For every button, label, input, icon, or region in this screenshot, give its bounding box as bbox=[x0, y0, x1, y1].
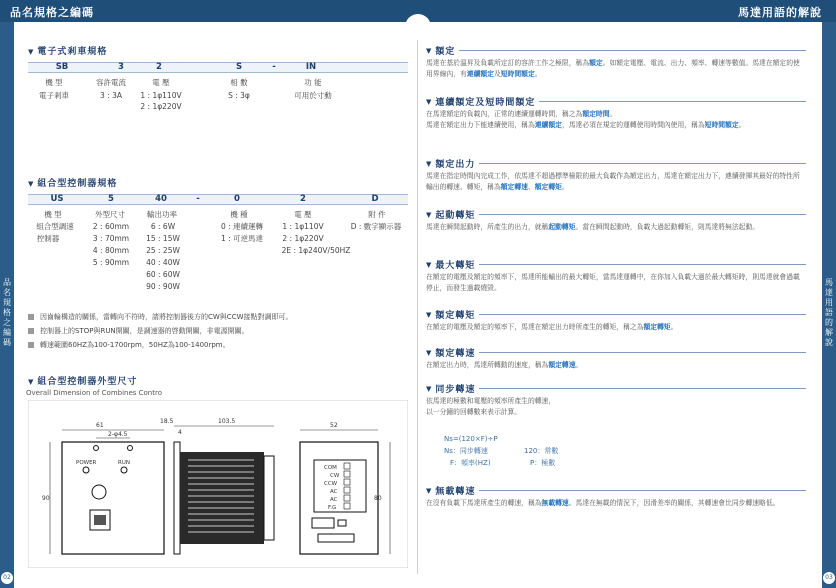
term-keyword: 額定轉速 bbox=[500, 183, 528, 191]
controller-label: 電 壓 bbox=[294, 210, 312, 219]
term-keyword: 額定轉矩 bbox=[534, 183, 562, 191]
term-body bbox=[426, 360, 806, 371]
term-line bbox=[426, 171, 806, 193]
term-text: 。馬達在無載的情況下，因滑差率的關係，其轉速會比同步轉速略低。 bbox=[568, 499, 780, 507]
controller-code: 5 bbox=[108, 194, 114, 204]
brake-label: 機 型 bbox=[45, 78, 63, 87]
term-keyword: 額定時間 bbox=[582, 110, 610, 118]
brake-label: 容許電流 bbox=[96, 78, 126, 87]
triangle-down-icon: ▼ bbox=[426, 486, 433, 495]
note-item: 控制器上的STOP與RUN開關，是調速器的啓動開關，非電源開關。 bbox=[28, 326, 249, 336]
controller-power: 25 : 25W bbox=[146, 246, 180, 255]
controller-size: 5 : 90mm bbox=[92, 258, 130, 267]
term-body bbox=[426, 498, 806, 509]
term-line bbox=[426, 396, 806, 407]
left-sidebar bbox=[0, 22, 14, 588]
bullet-square-icon bbox=[28, 328, 34, 334]
term-section bbox=[426, 44, 806, 80]
controller-voltage: 2E : 1φ240V/50HZ bbox=[281, 246, 351, 255]
controller-code: 0 bbox=[234, 194, 240, 204]
term-title: ▼ 額定出力 bbox=[426, 157, 806, 170]
term-text: 及 bbox=[493, 70, 501, 78]
terminal-label: COM bbox=[324, 465, 337, 471]
term-title: ▼ 額定轉速 bbox=[426, 346, 806, 359]
triangle-down-icon: ▼ bbox=[426, 159, 433, 168]
dim-label: 103.5 bbox=[218, 418, 236, 425]
dim-label: 2-φ4.5 bbox=[108, 431, 128, 438]
term-text: 。當在瞬間起動時，負載大過起動轉矩，則馬達將無法起動。 bbox=[575, 223, 760, 231]
term-title: ▼ 起動轉矩 bbox=[426, 208, 806, 221]
term-section bbox=[426, 258, 806, 294]
note-item: 因齒輪構造的關係，當轉向不符時，請將控制器後方的CW與CCW接點對調即可。 bbox=[28, 312, 293, 322]
controller-power: 40 : 40W bbox=[146, 258, 180, 267]
brake-voltage: 1 : 1φ110V bbox=[140, 91, 182, 100]
controller-power: 90 : 90W bbox=[146, 282, 180, 291]
dimension-subtitle: Overall Dimension of Combines Contro bbox=[26, 389, 162, 397]
terminal-label: AC bbox=[330, 497, 338, 503]
term-line bbox=[426, 58, 806, 80]
controller-label: 輸出功率 bbox=[147, 210, 177, 219]
brake-code: 2 bbox=[156, 62, 162, 72]
term-keyword: 起動轉矩 bbox=[548, 223, 576, 231]
term-keyword: 額定轉矩 bbox=[643, 323, 671, 331]
term-text: 。 bbox=[670, 323, 678, 331]
term-line bbox=[426, 360, 806, 371]
brake-code: - bbox=[272, 62, 276, 72]
dim-label: 52 bbox=[330, 422, 338, 429]
term-section bbox=[426, 208, 806, 233]
center-divider bbox=[417, 40, 418, 574]
term-text: 馬達在瞬間起動時，所產生的出力，就稱 bbox=[426, 223, 549, 231]
term-text: 在額定的電壓及額定的頻率下，馬達所能輸出的最大轉矩，當馬達運轉中，在你加入負載大過於最大轉矩時，則馬達就會過載停止，而發生過載燒毀。 bbox=[426, 273, 800, 292]
controller-code: US bbox=[50, 194, 64, 204]
formula-line: Ns=(120×F)÷P bbox=[444, 435, 498, 443]
term-section bbox=[426, 157, 806, 193]
controller-label: 外型尺寸 bbox=[95, 210, 125, 219]
term-section bbox=[426, 95, 806, 131]
triangle-down-icon: ▼ bbox=[426, 348, 433, 357]
controller-code: - bbox=[196, 194, 200, 204]
term-line bbox=[426, 407, 806, 418]
terminal-label: CW bbox=[330, 473, 340, 479]
term-title: ▼ 最大轉矩 bbox=[426, 258, 806, 271]
controller-label: 機 種 bbox=[230, 210, 248, 219]
brake-label: 功 能 bbox=[304, 78, 322, 87]
brake-voltage: 2 : 1φ220V bbox=[140, 102, 182, 111]
term-title: ▼ 額定 bbox=[426, 44, 806, 57]
controller-label: 機 型 bbox=[44, 210, 62, 219]
brake-current: 3 : 3A bbox=[100, 91, 122, 100]
term-body bbox=[426, 58, 806, 80]
term-title: ▼ 連續額定及短時間額定 bbox=[426, 95, 806, 108]
term-section bbox=[426, 484, 806, 509]
term-section bbox=[426, 382, 806, 418]
controller-section-title: ▼ 組合型控制器規格 bbox=[28, 179, 118, 189]
terminal-label: F.G bbox=[328, 505, 337, 511]
term-line bbox=[426, 120, 806, 131]
controller-model: 組合型調速 bbox=[36, 222, 74, 231]
triangle-down-icon: ▼ bbox=[426, 46, 433, 55]
dim-label: 90 bbox=[42, 495, 50, 502]
formula-line: 120：常數 bbox=[524, 447, 559, 455]
term-text: 。 bbox=[738, 121, 746, 129]
controller-type: 0 : 連續運轉 bbox=[220, 222, 264, 231]
brake-section-title: ▼ 電子式剎車規格 bbox=[28, 47, 108, 57]
brake-phase: S : 3φ bbox=[228, 91, 250, 100]
term-section bbox=[426, 308, 806, 333]
controller-voltage: 2 : 1φ220V bbox=[282, 234, 324, 243]
controller-power: 6 : 6W bbox=[150, 222, 176, 231]
controller-power: 60 : 60W bbox=[146, 270, 180, 279]
dim-label: 4 bbox=[178, 429, 182, 436]
term-body bbox=[426, 272, 806, 294]
term-text: 、 bbox=[527, 183, 535, 191]
term-text: 在額定出力時，馬達所轉動的速度，稱為 bbox=[426, 361, 549, 369]
term-text: 。如額定電壓、電流、出力、頻率、轉速等數值。馬達在額定的使用界線內，有 bbox=[426, 59, 800, 78]
term-text: 在額定的電壓及額定的頻率下，馬達在額定出力時所產生的轉矩，稱之為 bbox=[426, 323, 644, 331]
term-text: 。 bbox=[561, 183, 569, 191]
controller-code: D bbox=[371, 194, 379, 204]
terminal-label: AC bbox=[330, 489, 338, 495]
controller-code-row bbox=[28, 194, 408, 205]
controller-code: 40 bbox=[155, 194, 167, 204]
right-header-title: 馬達用語的解說 bbox=[738, 6, 822, 19]
controller-accessory: D : 數字顯示器 bbox=[350, 222, 402, 231]
term-text: 。 bbox=[609, 110, 617, 118]
bullet-square-icon bbox=[28, 314, 34, 320]
controller-label: 附 件 bbox=[368, 210, 386, 219]
right-page-number: 03 bbox=[823, 572, 835, 584]
brake-function: 可用於寸動 bbox=[294, 91, 332, 100]
terminal-label: CCW bbox=[324, 481, 338, 487]
brake-code: S bbox=[235, 62, 243, 72]
term-body bbox=[426, 222, 806, 233]
dimension-drawing bbox=[28, 400, 408, 568]
term-keyword: 無載轉速 bbox=[541, 499, 569, 507]
formula-line: P：極數 bbox=[530, 459, 556, 467]
term-text: 依馬達的極數和電壓的頻率所產生的轉速， bbox=[426, 397, 556, 405]
term-keyword: 短時間額定 bbox=[500, 70, 535, 78]
controller-spec-table bbox=[28, 194, 408, 294]
brake-label: 電 壓 bbox=[152, 78, 170, 87]
triangle-down-icon: ▼ bbox=[28, 378, 35, 386]
term-text: 馬達在基於溫昇及負載所定訂的容許工作之極限，稱為 bbox=[426, 59, 590, 67]
brake-code: IN bbox=[305, 62, 317, 72]
term-text: 在馬達額定的負載內，正常的連續運轉時間，稱之為 bbox=[426, 110, 583, 118]
power-label: POWER bbox=[76, 460, 97, 466]
term-text: 馬達在額定出力下能連續使用，稱為 bbox=[426, 121, 535, 129]
controller-voltage: 1 : 1φ110V bbox=[282, 222, 324, 231]
brake-spec-table bbox=[28, 62, 408, 112]
term-line bbox=[426, 222, 806, 233]
triangle-down-icon: ▼ bbox=[426, 210, 433, 219]
term-text: ，馬達必須在規定的運轉使用時間內使用，稱為 bbox=[561, 121, 705, 129]
triangle-down-icon: ▼ bbox=[426, 260, 433, 269]
term-text: 。 bbox=[575, 361, 583, 369]
right-sidebar bbox=[822, 22, 836, 588]
triangle-down-icon: ▼ bbox=[426, 97, 433, 106]
run-label: RUN bbox=[118, 460, 130, 466]
term-line bbox=[426, 109, 806, 120]
controller-size: 3 : 70mm bbox=[92, 234, 130, 243]
controller-code: 2 bbox=[300, 194, 306, 204]
term-text: 以一分鐘的回轉數來表示計算。 bbox=[426, 408, 522, 416]
brake-code-row bbox=[28, 62, 408, 73]
brake-code: SB bbox=[55, 62, 69, 72]
term-keyword: 額定 bbox=[589, 59, 603, 67]
bullet-square-icon bbox=[28, 342, 34, 348]
term-body bbox=[426, 396, 806, 418]
term-body bbox=[426, 109, 806, 131]
term-keyword: 短時間額定 bbox=[704, 121, 739, 129]
term-line bbox=[426, 322, 806, 333]
dim-label: 61 bbox=[96, 422, 104, 429]
triangle-down-icon: ▼ bbox=[28, 180, 35, 188]
brake-code: 3 bbox=[118, 62, 124, 72]
brake-model: 電子剎車 bbox=[39, 91, 69, 100]
dim-label: 18.5 bbox=[160, 418, 174, 425]
note-item: 轉速範圍60HZ為100-1700rpm，50HZ為100-1400rpm。 bbox=[28, 340, 230, 350]
term-text: 。 bbox=[534, 70, 542, 78]
term-title: ▼ 額定轉矩 bbox=[426, 308, 806, 321]
formula-line: F：頻率(HZ) bbox=[450, 459, 491, 467]
triangle-down-icon: ▼ bbox=[426, 310, 433, 319]
controller-size: 4 : 80mm bbox=[92, 246, 130, 255]
controller-model: 控制器 bbox=[36, 234, 60, 243]
controller-type: 1 : 可逆馬達 bbox=[220, 234, 264, 243]
triangle-down-icon: ▼ bbox=[28, 48, 35, 56]
term-title: ▼ 無載轉速 bbox=[426, 484, 806, 497]
left-sidebar-text: 品名規格之編碼 bbox=[3, 278, 11, 347]
term-title: ▼ 同步轉速 bbox=[426, 382, 806, 395]
left-header-title: 品名規格之編碼 bbox=[10, 6, 94, 19]
term-keyword: 額定轉速 bbox=[548, 361, 576, 369]
term-text: 馬達在指定時間內完成工作，依馬達不超過標準檢限的最大負載作為額定出力，馬達在額定出力下，連續發揮其最好的特性所輸出的轉速、轉矩，稱為 bbox=[426, 172, 800, 191]
controller-size: 2 : 60mm bbox=[92, 222, 130, 231]
left-page-number: 02 bbox=[1, 572, 13, 584]
term-line bbox=[426, 272, 806, 294]
term-section bbox=[426, 346, 806, 371]
triangle-down-icon: ▼ bbox=[426, 384, 433, 393]
term-keyword: 連續額定 bbox=[534, 121, 562, 129]
term-line bbox=[426, 498, 806, 509]
term-body bbox=[426, 171, 806, 193]
dim-label: 80 bbox=[374, 495, 382, 502]
term-body bbox=[426, 322, 806, 333]
right-sidebar-text: 馬達用語的解說 bbox=[825, 278, 833, 347]
formula-line: Ns：同步轉速 bbox=[444, 447, 488, 455]
term-keyword: 連續額定 bbox=[466, 70, 494, 78]
controller-power: 15 : 15W bbox=[146, 234, 180, 243]
dimension-section-title: ▼ 組合型控制器外型尺寸 bbox=[28, 377, 138, 387]
term-text: 在沒有負載下馬達所產生的轉速，稱為 bbox=[426, 499, 542, 507]
brake-label: 相 數 bbox=[230, 78, 248, 87]
